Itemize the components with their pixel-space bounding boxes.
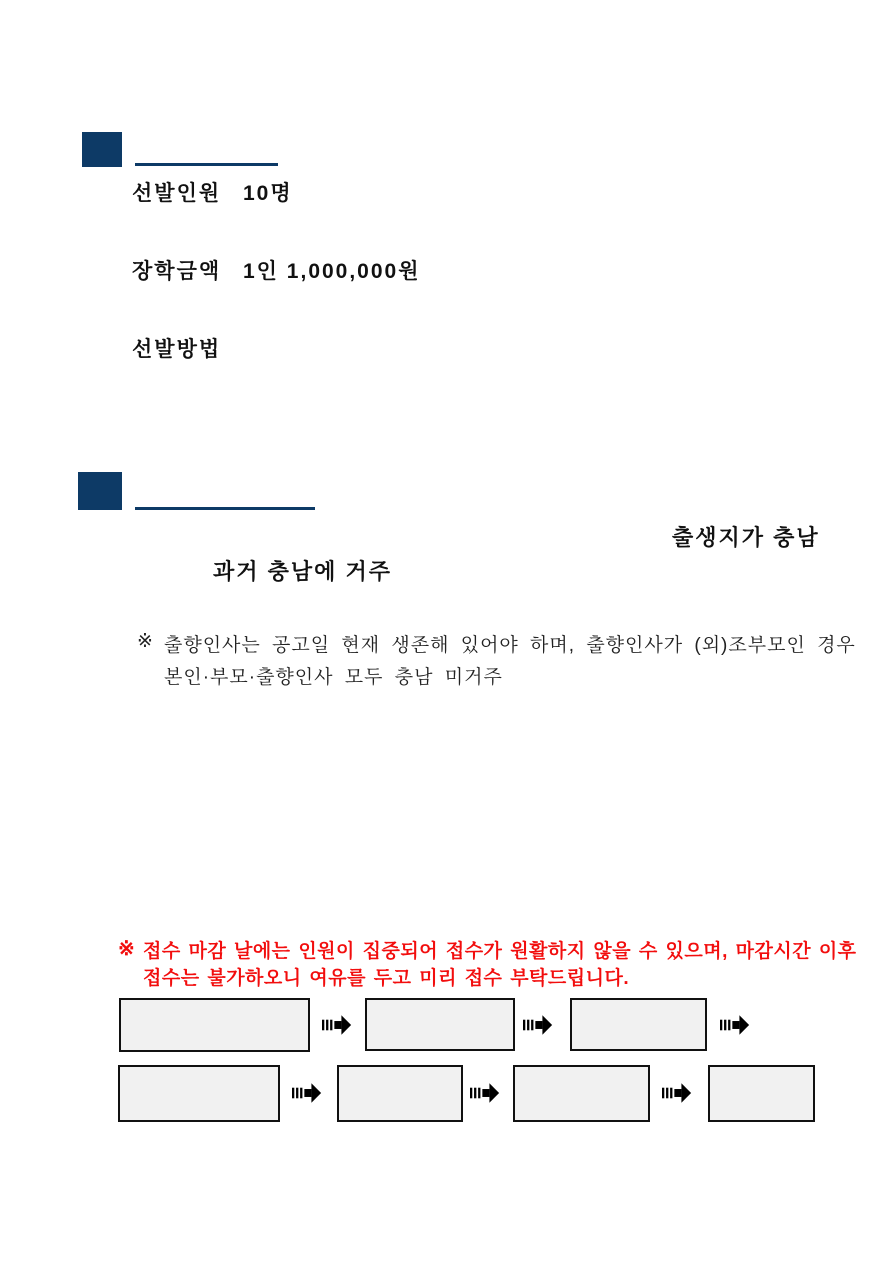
- flow-box: [513, 1065, 650, 1122]
- note-line-1: 출향인사는 공고일 현재 생존해 있어야 하며, 출향인사가 (외)조부모인 경우: [164, 635, 856, 656]
- section2-title-underline: [135, 507, 315, 510]
- row-value: 10명: [243, 182, 293, 205]
- section2-marker-square: [78, 472, 122, 510]
- striped-right-arrow-icon: [322, 1012, 352, 1038]
- fragment-residence: 과거 충남에 거주: [213, 559, 392, 584]
- striped-right-arrow-icon: [720, 1012, 750, 1038]
- note-line-2: 본인·부모·출향인사 모두 충남 미거주: [164, 667, 503, 688]
- warning-reference-mark: ※: [118, 938, 135, 960]
- note-reference-mark: ※: [137, 631, 153, 652]
- flow-box: [337, 1065, 463, 1122]
- striped-right-arrow-icon: [470, 1080, 500, 1106]
- warning-line-1: 접수 마감 날에는 인원이 집중되어 접수가 원활하지 않을 수 있으며, 마감시간 이후: [143, 941, 857, 962]
- row-label: 선발방법: [132, 338, 222, 361]
- flow-box: [570, 998, 707, 1051]
- row-label: 장학금액: [132, 260, 222, 283]
- flow-box: [365, 998, 515, 1051]
- row-scholarship-amount: [132, 255, 421, 285]
- striped-right-arrow-icon: [292, 1080, 322, 1106]
- flow-box: [119, 998, 310, 1052]
- row-label: 선발인원: [132, 182, 222, 205]
- row-selection-method: [132, 333, 243, 363]
- section1-title-underline: [135, 163, 278, 166]
- section1-marker-square: [82, 132, 122, 167]
- row-value: 1인 1,000,000원: [243, 260, 421, 283]
- striped-right-arrow-icon: [523, 1012, 553, 1038]
- row-selection-count: [132, 177, 293, 207]
- warning-line-2: 접수는 불가하오니 여유를 두고 미리 접수 부탁드립니다.: [143, 968, 630, 989]
- flow-box: [708, 1065, 815, 1122]
- fragment-birthplace: 출생지가 충남: [672, 525, 820, 550]
- flow-box: [118, 1065, 280, 1122]
- striped-right-arrow-icon: [662, 1080, 692, 1106]
